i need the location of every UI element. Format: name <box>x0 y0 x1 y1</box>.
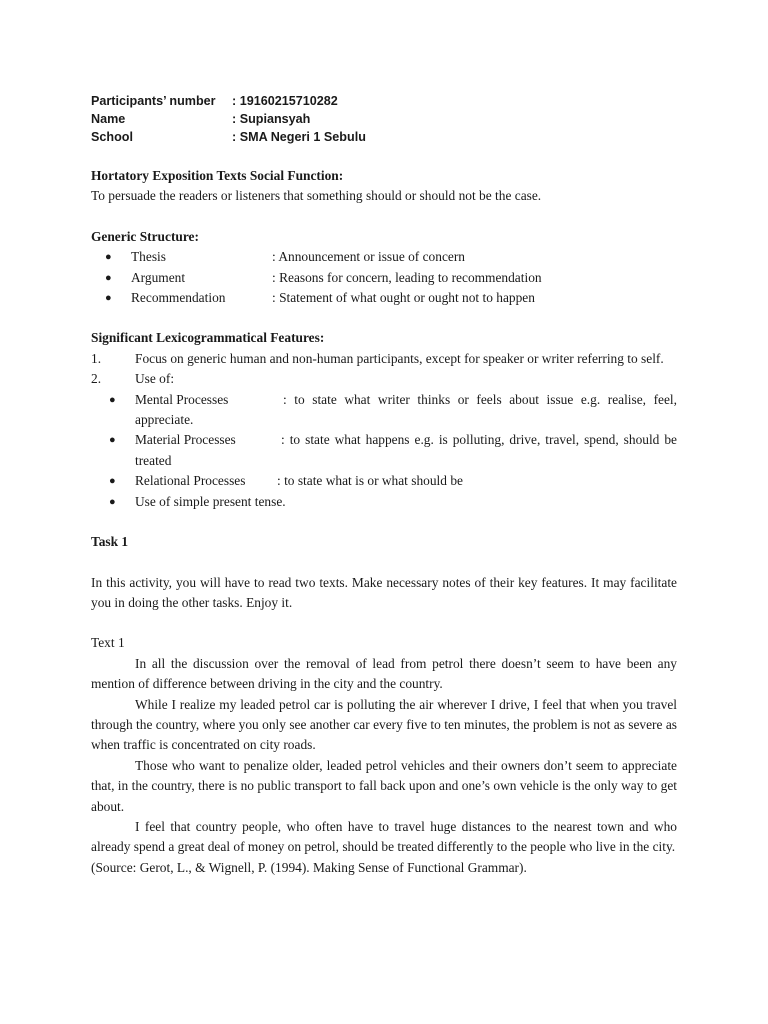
bullet-icon: ● <box>105 271 112 284</box>
feature-text <box>135 390 677 431</box>
feature-desc: : to state what is or what should be <box>277 473 463 489</box>
bullet-icon: ● <box>109 434 116 447</box>
text1-paragraph: I feel that country people, who often have to travel huge distances to the nearest town and who already spend a great deal of money on petrol, should be treated differently to the people who live in the city. <box>91 818 677 855</box>
feature-text: Use of simple present tense. <box>135 493 286 509</box>
social-function-text: To persuade the readers or listeners that something should or should not be the case. <box>91 188 542 204</box>
list-item <box>91 288 677 308</box>
item-number: 1. <box>91 350 102 366</box>
bullet-icon: ● <box>109 393 116 406</box>
text1-paragraph: In all the discussion over the removal of lead from petrol there doesn’t seem to have been any mention of difference between driving in the city and the country. <box>91 655 677 692</box>
structure-desc: : Statement of what ought or ought not to happen <box>272 290 535 306</box>
lexico-heading: Significant Lexicogrammatical Features: <box>91 330 325 346</box>
list-item <box>91 492 677 512</box>
list-item <box>91 268 677 288</box>
text1-source: (Source: Gerot, L., & Wignell, P. (1994). Making Sense of Functional Grammar). <box>91 859 527 875</box>
list-item <box>91 390 677 431</box>
bullet-icon: ● <box>105 292 112 305</box>
school-row <box>91 128 677 146</box>
social-function-heading: Hortatory Exposition Texts Social Function: <box>91 168 344 183</box>
structure-desc: : Announcement or issue of concern <box>272 249 465 265</box>
numbered-item <box>91 349 677 369</box>
school-value: : SMA Negeri 1 Sebulu <box>232 130 366 144</box>
participant-info <box>91 92 677 146</box>
item-number: 2. <box>91 371 102 387</box>
structure-term: Thesis <box>131 249 166 265</box>
structure-desc: : Reasons for concern, leading to recommendation <box>272 269 542 285</box>
numbered-item <box>91 369 677 389</box>
name-value: : Supiansyah <box>232 112 311 126</box>
structure-term: Recommendation <box>131 290 226 306</box>
feature-term: Relational Processes <box>135 473 246 489</box>
school-label: School <box>91 130 133 144</box>
generic-structure-heading: Generic Structure: <box>91 228 199 244</box>
list-item <box>91 430 677 471</box>
text1-paragraph: Those who want to penalize older, leaded petrol vehicles and their owners don’t seem to appreciate that, in the country, there is no public transport to fall back upon and one’s own vehicle is the only way to get about. <box>91 757 677 814</box>
bullet-icon: ● <box>105 251 112 264</box>
item-text: Use of: <box>135 371 175 387</box>
participant-number-value: : 19160215710282 <box>232 94 338 108</box>
list-item <box>91 247 677 267</box>
structure-term: Argument <box>131 269 186 285</box>
name-label: Name <box>91 112 126 126</box>
feature-desc: : to state what writer thinks or feels about issue e.g. realise, feel, appreciate. <box>135 391 677 428</box>
bullet-icon: ● <box>109 475 116 488</box>
document-page <box>91 92 677 878</box>
feature-text <box>135 430 677 471</box>
text1-paragraph: While I realize my leaded petrol car is polluting the air wherever I drive, I feel that when you travel through the country, where you only see another car every five to ten minutes, the problem is not as severe as when traffic is concentrated on city roads. <box>91 696 677 753</box>
participant-number-label: Participants’ number <box>91 94 216 108</box>
bullet-icon: ● <box>109 495 116 508</box>
generic-structure-list <box>91 247 677 308</box>
feature-term: Material Processes <box>135 432 236 448</box>
feature-text <box>135 471 677 491</box>
feature-desc: : to state what happens e.g. is polluting, drive, travel, spend, should be treated <box>135 432 677 468</box>
task-intro: In this activity, you will have to read two texts. Make necessary notes of their key features. It may facilitate you in doing the other tasks. Enjoy it. <box>91 574 677 610</box>
participant-number-row <box>91 92 677 110</box>
feature-term: Mental Processes <box>135 391 229 407</box>
name-row <box>91 110 677 128</box>
list-item <box>91 471 677 491</box>
task-heading: Task 1 <box>91 534 129 550</box>
item-text: Focus on generic human and non-human participants, except for speaker or writer referring to self. <box>135 350 664 366</box>
text1-label: Text 1 <box>91 635 125 651</box>
